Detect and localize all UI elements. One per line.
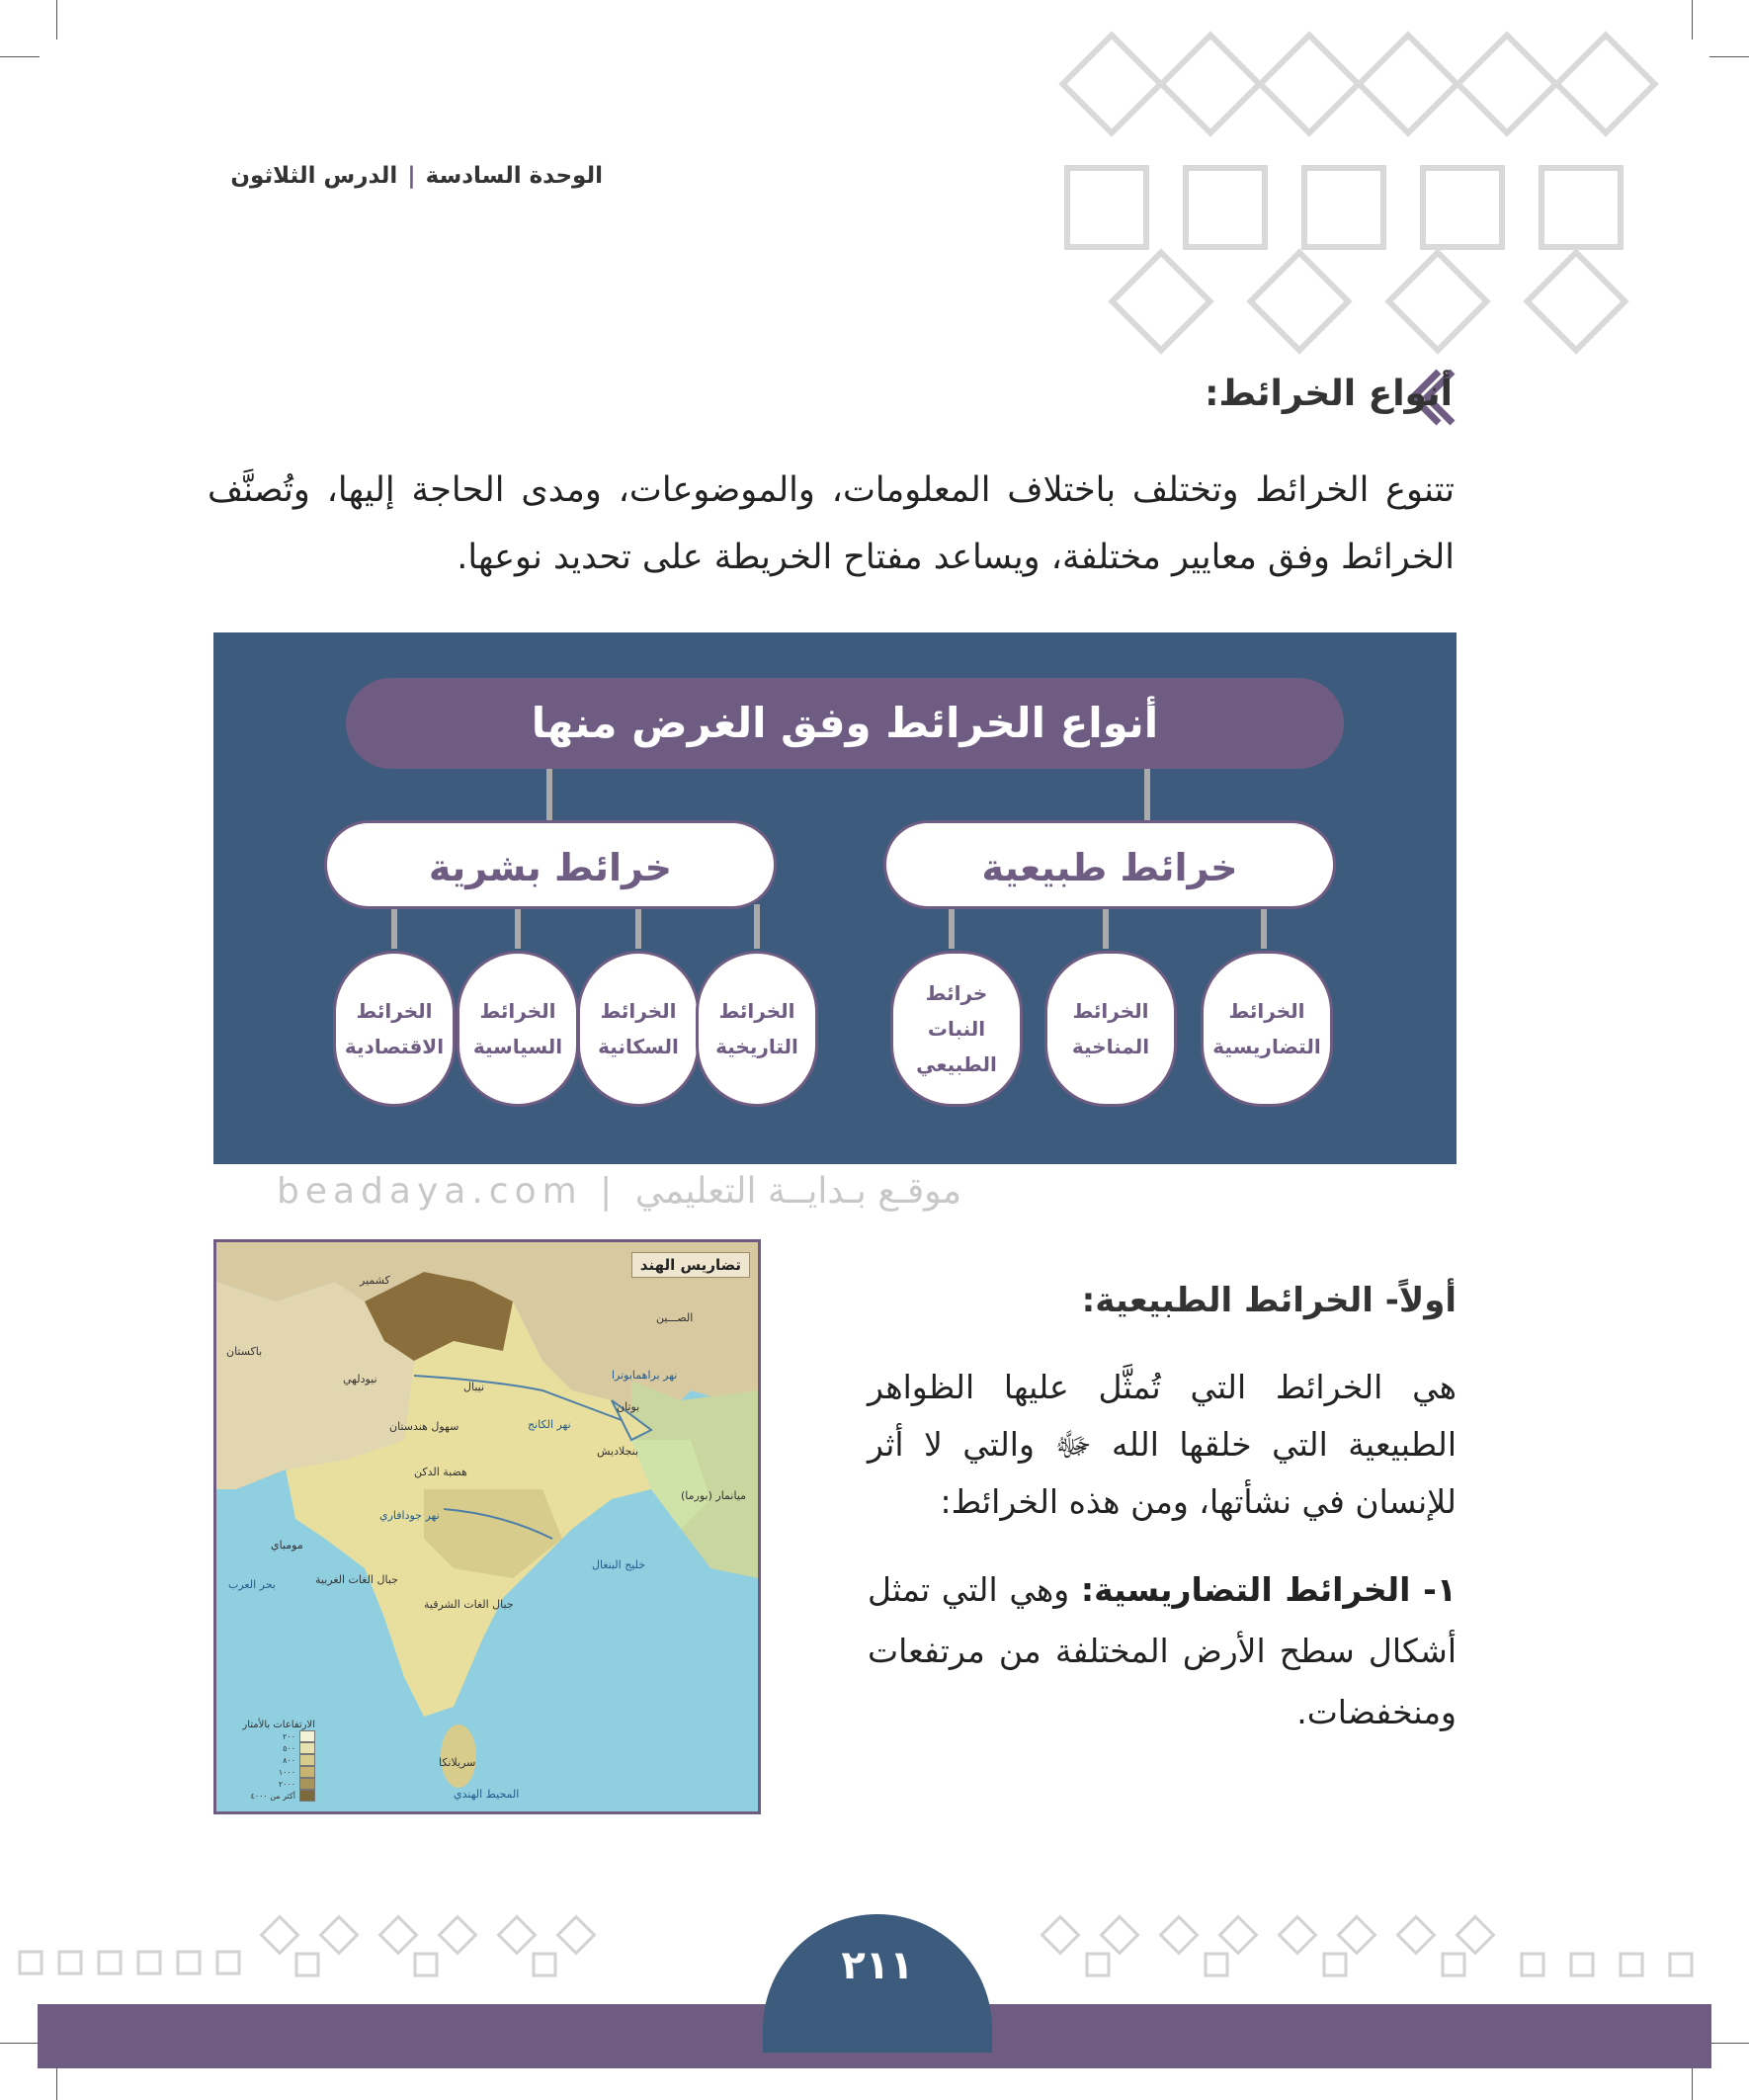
legend-row: ٢٠٠٠ xyxy=(226,1778,315,1790)
map-label-godavari: نهر جودافاري xyxy=(379,1509,440,1522)
map-label-kashmir: كشمير xyxy=(360,1274,390,1287)
political-maps-node: الخرائط السياسية xyxy=(457,951,579,1107)
relief-maps-item xyxy=(868,1559,1457,1743)
natural-maps-definition: هي الخرائط التي تُمثَّل عليها الظواهر الطبيعية التي خلقها الله ﷻ والتي لا أثر للإنسان في نشأتها، ومن هذه الخرائط: xyxy=(868,1368,1457,1521)
map-label-indian-ocean: المحيط الهندي xyxy=(454,1788,520,1801)
map-title: تضاريس الهند xyxy=(631,1252,750,1278)
map-label-new-delhi: نيودلهي xyxy=(343,1373,377,1386)
map-types-diagram xyxy=(213,632,1457,1164)
crop-mark xyxy=(1709,2043,1749,2044)
map-label-china: الصـــين xyxy=(656,1311,694,1324)
legend-row: ٨٠٠ xyxy=(226,1754,315,1766)
map-label-bangladesh: بنجلاديش xyxy=(597,1445,639,1458)
crop-mark xyxy=(0,2043,40,2044)
map-label-brahmaputra: نهر براهمابوترا xyxy=(612,1369,678,1382)
lesson-label: الدرس الثلاثون xyxy=(230,163,398,189)
climate-maps-node: الخرائط المناخية xyxy=(1044,951,1177,1107)
legend-row: ١٠٠٠ xyxy=(226,1766,315,1778)
map-label-nepal: نيبال xyxy=(463,1381,485,1393)
crop-mark xyxy=(1709,56,1749,57)
crop-mark xyxy=(56,0,57,40)
legend-title: الارتفاعات بالأمتار xyxy=(242,1720,315,1730)
unit-label: الوحدة السادسة xyxy=(425,163,603,189)
map-label-western-ghats: جبال الغات الغربية xyxy=(315,1573,398,1586)
human-maps-node: خرائط بشرية xyxy=(324,820,777,909)
legend-row: ٢٠٠ xyxy=(226,1730,315,1742)
map-label-myanmar: ميانمار (بورما) xyxy=(681,1489,747,1502)
map-label-sri-lanka: سريلانكا xyxy=(439,1756,476,1769)
natural-maps-node: خرائط طبيعية xyxy=(883,820,1336,909)
map-label-pakistan: باكستان xyxy=(226,1345,263,1358)
diagram-title: أنواع الخرائط وفق الغرض منها xyxy=(346,678,1344,769)
crop-mark xyxy=(0,56,40,57)
map-label-hindustan-plains: سهول هندستان xyxy=(389,1420,459,1433)
india-relief-map xyxy=(213,1239,761,1814)
running-header xyxy=(168,163,603,189)
decorative-pattern-top xyxy=(988,0,1749,356)
site-watermark: beadaya.com | موقـع بـدايــة التعليمي xyxy=(277,1171,962,1212)
economic-maps-node: الخرائط الاقتصادية xyxy=(333,951,456,1107)
historical-maps-node: الخرائط التاريخية xyxy=(696,951,818,1107)
map-label-bay-of-bengal: خليج البنغال xyxy=(592,1558,646,1571)
header-separator: | xyxy=(407,163,416,189)
map-label-eastern-ghats: جبال الغات الشرقية xyxy=(424,1598,514,1611)
map-label-deccan: هضبة الدكن xyxy=(414,1466,467,1478)
section-heading: أنواع الخرائط: xyxy=(1205,374,1453,414)
crop-mark xyxy=(1692,0,1693,40)
relief-maps-item-label: ١- الخرائط التضاريسية: xyxy=(1080,1570,1457,1609)
legend-row: ٥٠٠ xyxy=(226,1742,315,1754)
legend-row: أكثر من ٤٠٠٠ xyxy=(226,1790,315,1802)
page-number: ٢١١ xyxy=(841,1943,914,1988)
population-maps-node: الخرائط السكانية xyxy=(577,951,700,1107)
intro-paragraph: تتنوع الخرائط وتختلف باختلاف المعلومات، والموضوعات، ومدى الحاجة إليها، وتُصنَّف الخرائط وفق معايير مختلفة، ويساعد مفتاح الخريطة على تحديد نوعها. xyxy=(208,470,1455,577)
map-label-mumbai: مومباي xyxy=(271,1539,303,1552)
relief-maps-item-text: وهي التي تمثل أشكال سطح الأرض المختلفة من مرتفعات ومنخفضات. xyxy=(868,1570,1457,1731)
relief-maps-node: الخرائط التضاريسية xyxy=(1201,951,1333,1107)
map-label-ganges: نهر الكانج xyxy=(528,1418,571,1431)
map-label-bhutan: بوتان xyxy=(617,1400,640,1413)
map-legend xyxy=(226,1720,315,1802)
vegetation-maps-node: خرائط النبات الطبيعي xyxy=(890,951,1023,1107)
natural-maps-heading: أولاً- الخرائط الطبيعية: xyxy=(1081,1281,1457,1320)
map-label-arabian-sea: بحر العرب xyxy=(228,1578,276,1591)
